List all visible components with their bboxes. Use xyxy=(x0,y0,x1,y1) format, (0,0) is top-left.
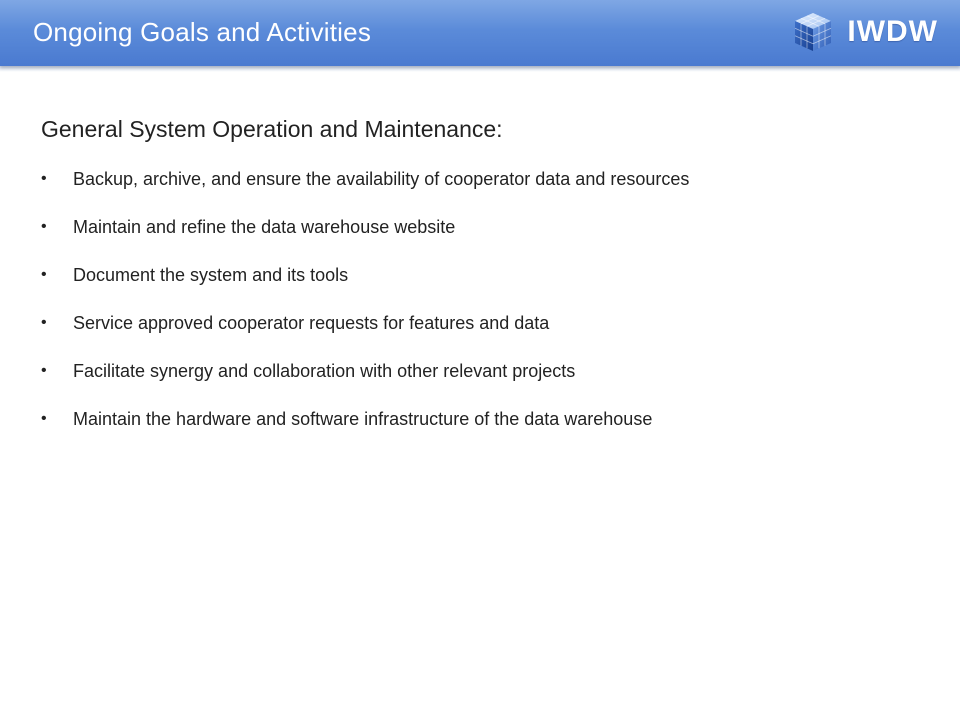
bullet-text: Maintain and refine the data warehouse website xyxy=(73,217,456,237)
cube-grid-icon xyxy=(791,10,835,54)
bullet-list xyxy=(41,165,941,453)
bullet-text: Service approved cooperator requests for features and data xyxy=(73,313,550,333)
bullet-icon: • xyxy=(41,218,47,235)
logo xyxy=(791,10,938,54)
bullet-icon: • xyxy=(41,314,47,331)
list-item xyxy=(41,309,941,357)
bullet-icon: • xyxy=(41,266,47,283)
bullet-icon: • xyxy=(41,362,47,379)
header-bar xyxy=(0,0,960,66)
bullet-text: Backup, archive, and ensure the availability of cooperator data and resources xyxy=(73,169,690,189)
bullet-text: Facilitate synergy and collaboration with other relevant projects xyxy=(73,361,576,381)
bullet-icon: • xyxy=(41,170,47,187)
list-item xyxy=(41,261,941,309)
list-item xyxy=(41,213,941,261)
list-item xyxy=(41,357,941,405)
bullet-text: Document the system and its tools xyxy=(73,265,349,285)
bullet-text: Maintain the hardware and software infrastructure of the data warehouse xyxy=(73,409,653,429)
list-item xyxy=(41,165,941,213)
bullet-icon: • xyxy=(41,410,47,427)
slide-title: Ongoing Goals and Activities xyxy=(33,17,372,47)
section-heading: General System Operation and Maintenance: xyxy=(41,116,503,142)
list-item xyxy=(41,405,941,453)
logo-text: IWDW xyxy=(847,15,938,48)
